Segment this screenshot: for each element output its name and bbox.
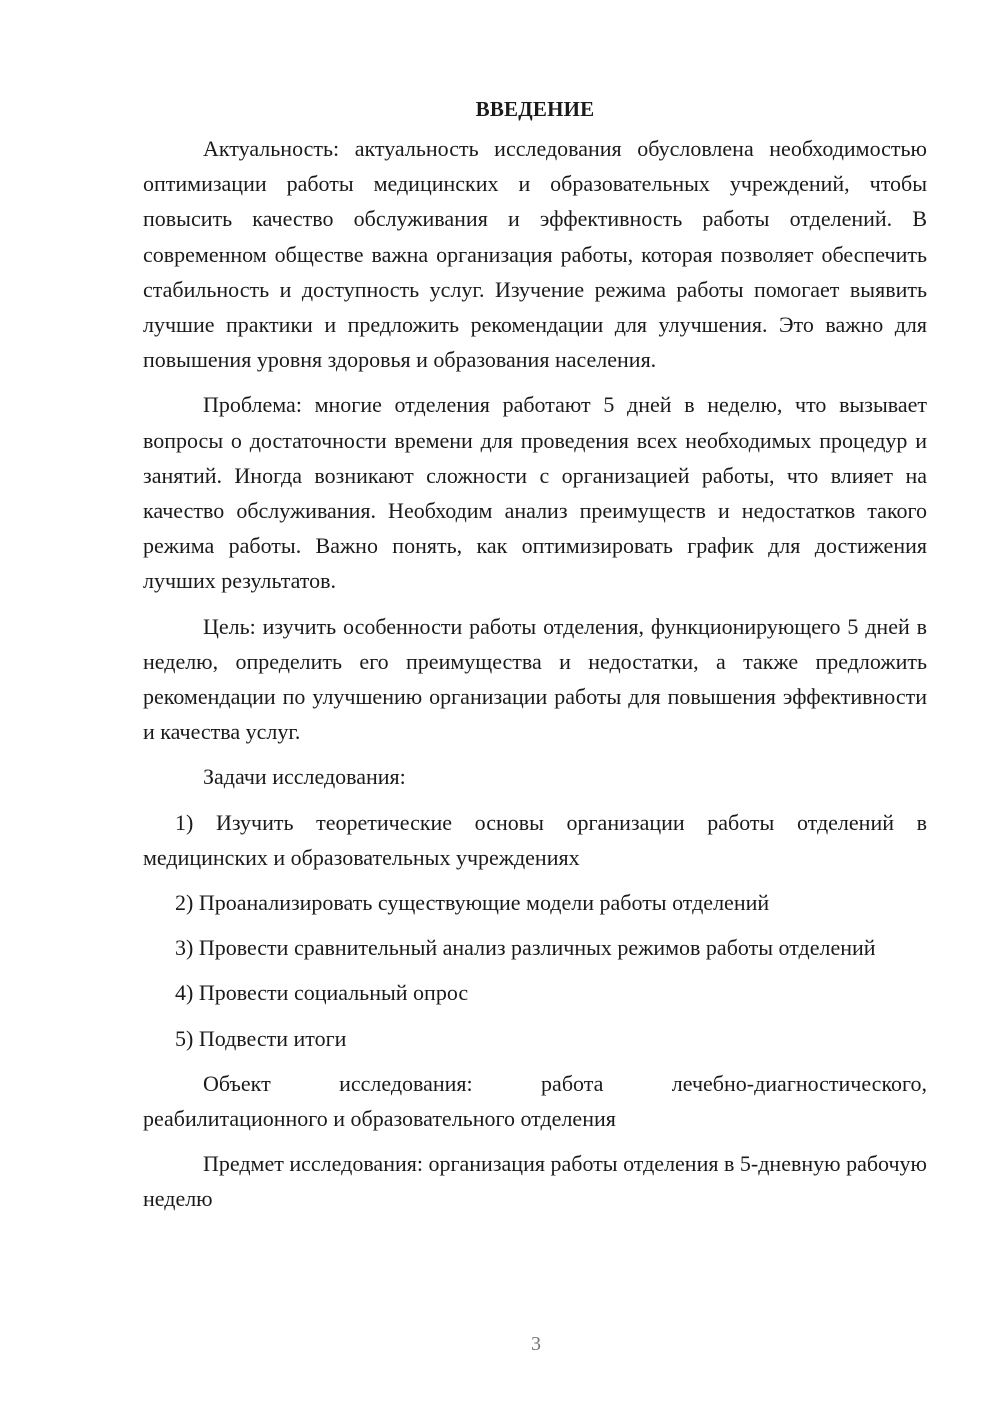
subject-paragraph: Предмет исследования: организация работы отделения в 5-дневную рабочую неделю <box>143 1151 927 1212</box>
task-item-3: 3) Провести сравнительный анализ различных режимов работы отделений <box>175 935 876 961</box>
task-item-5: 5) Подвести итоги <box>175 1025 347 1051</box>
tasks-heading: Задачи исследования: <box>203 764 406 790</box>
relevance-paragraph: Актуальность: актуальность исследования обусловлена необходимостью оптимизации работы медицинских и образовательных учреждений, чтобы повысить качество обслуживания и эффективность работы отделений. В современном обществе важна организация работы, которая позволяет обеспечить стабильность и доступность услуг. Изучение режима работы помогает выявить лучшие практики и предложить рекомендации для улучшения. Это важно для повышения уровня здоровья и образования населения. <box>143 136 927 373</box>
task-item-2: 2) Проанализировать существующие модели работы отделений <box>175 890 770 916</box>
task-item-1: 1) Изучить теоретические основы организации работы отделений в медицинских и образовательных учреждениях <box>143 809 927 870</box>
task-item-4: 4) Провести социальный опрос <box>175 980 469 1006</box>
page-content <box>143 92 927 1227</box>
page-title: ВВЕДЕНИЕ <box>475 97 595 121</box>
goal-paragraph: Цель: изучить особенности работы отделения, функционирующего 5 дней в неделю, определить его преимущества и недостатки, а также предложить рекомендации по улучшению организации работы для повышения эффективности и качества услуг. <box>143 613 927 745</box>
problem-paragraph: Проблема: многие отделения работают 5 дней в неделю, что вызывает вопросы о достаточности времени для проведения всех необходимых процедур и занятий. Иногда возникают сложности с организацией работы, что влияет на качество обслуживания. Необходим анализ преимуществ и недостатков такого режима работы. Важно понять, как оптимизировать график для достижения лучших результатов. <box>143 392 927 594</box>
object-paragraph: Объект исследования: работа лечебно-диагностического, реабилитационного и образовательного отделения <box>143 1070 927 1132</box>
page-number: 3 <box>531 1333 541 1355</box>
